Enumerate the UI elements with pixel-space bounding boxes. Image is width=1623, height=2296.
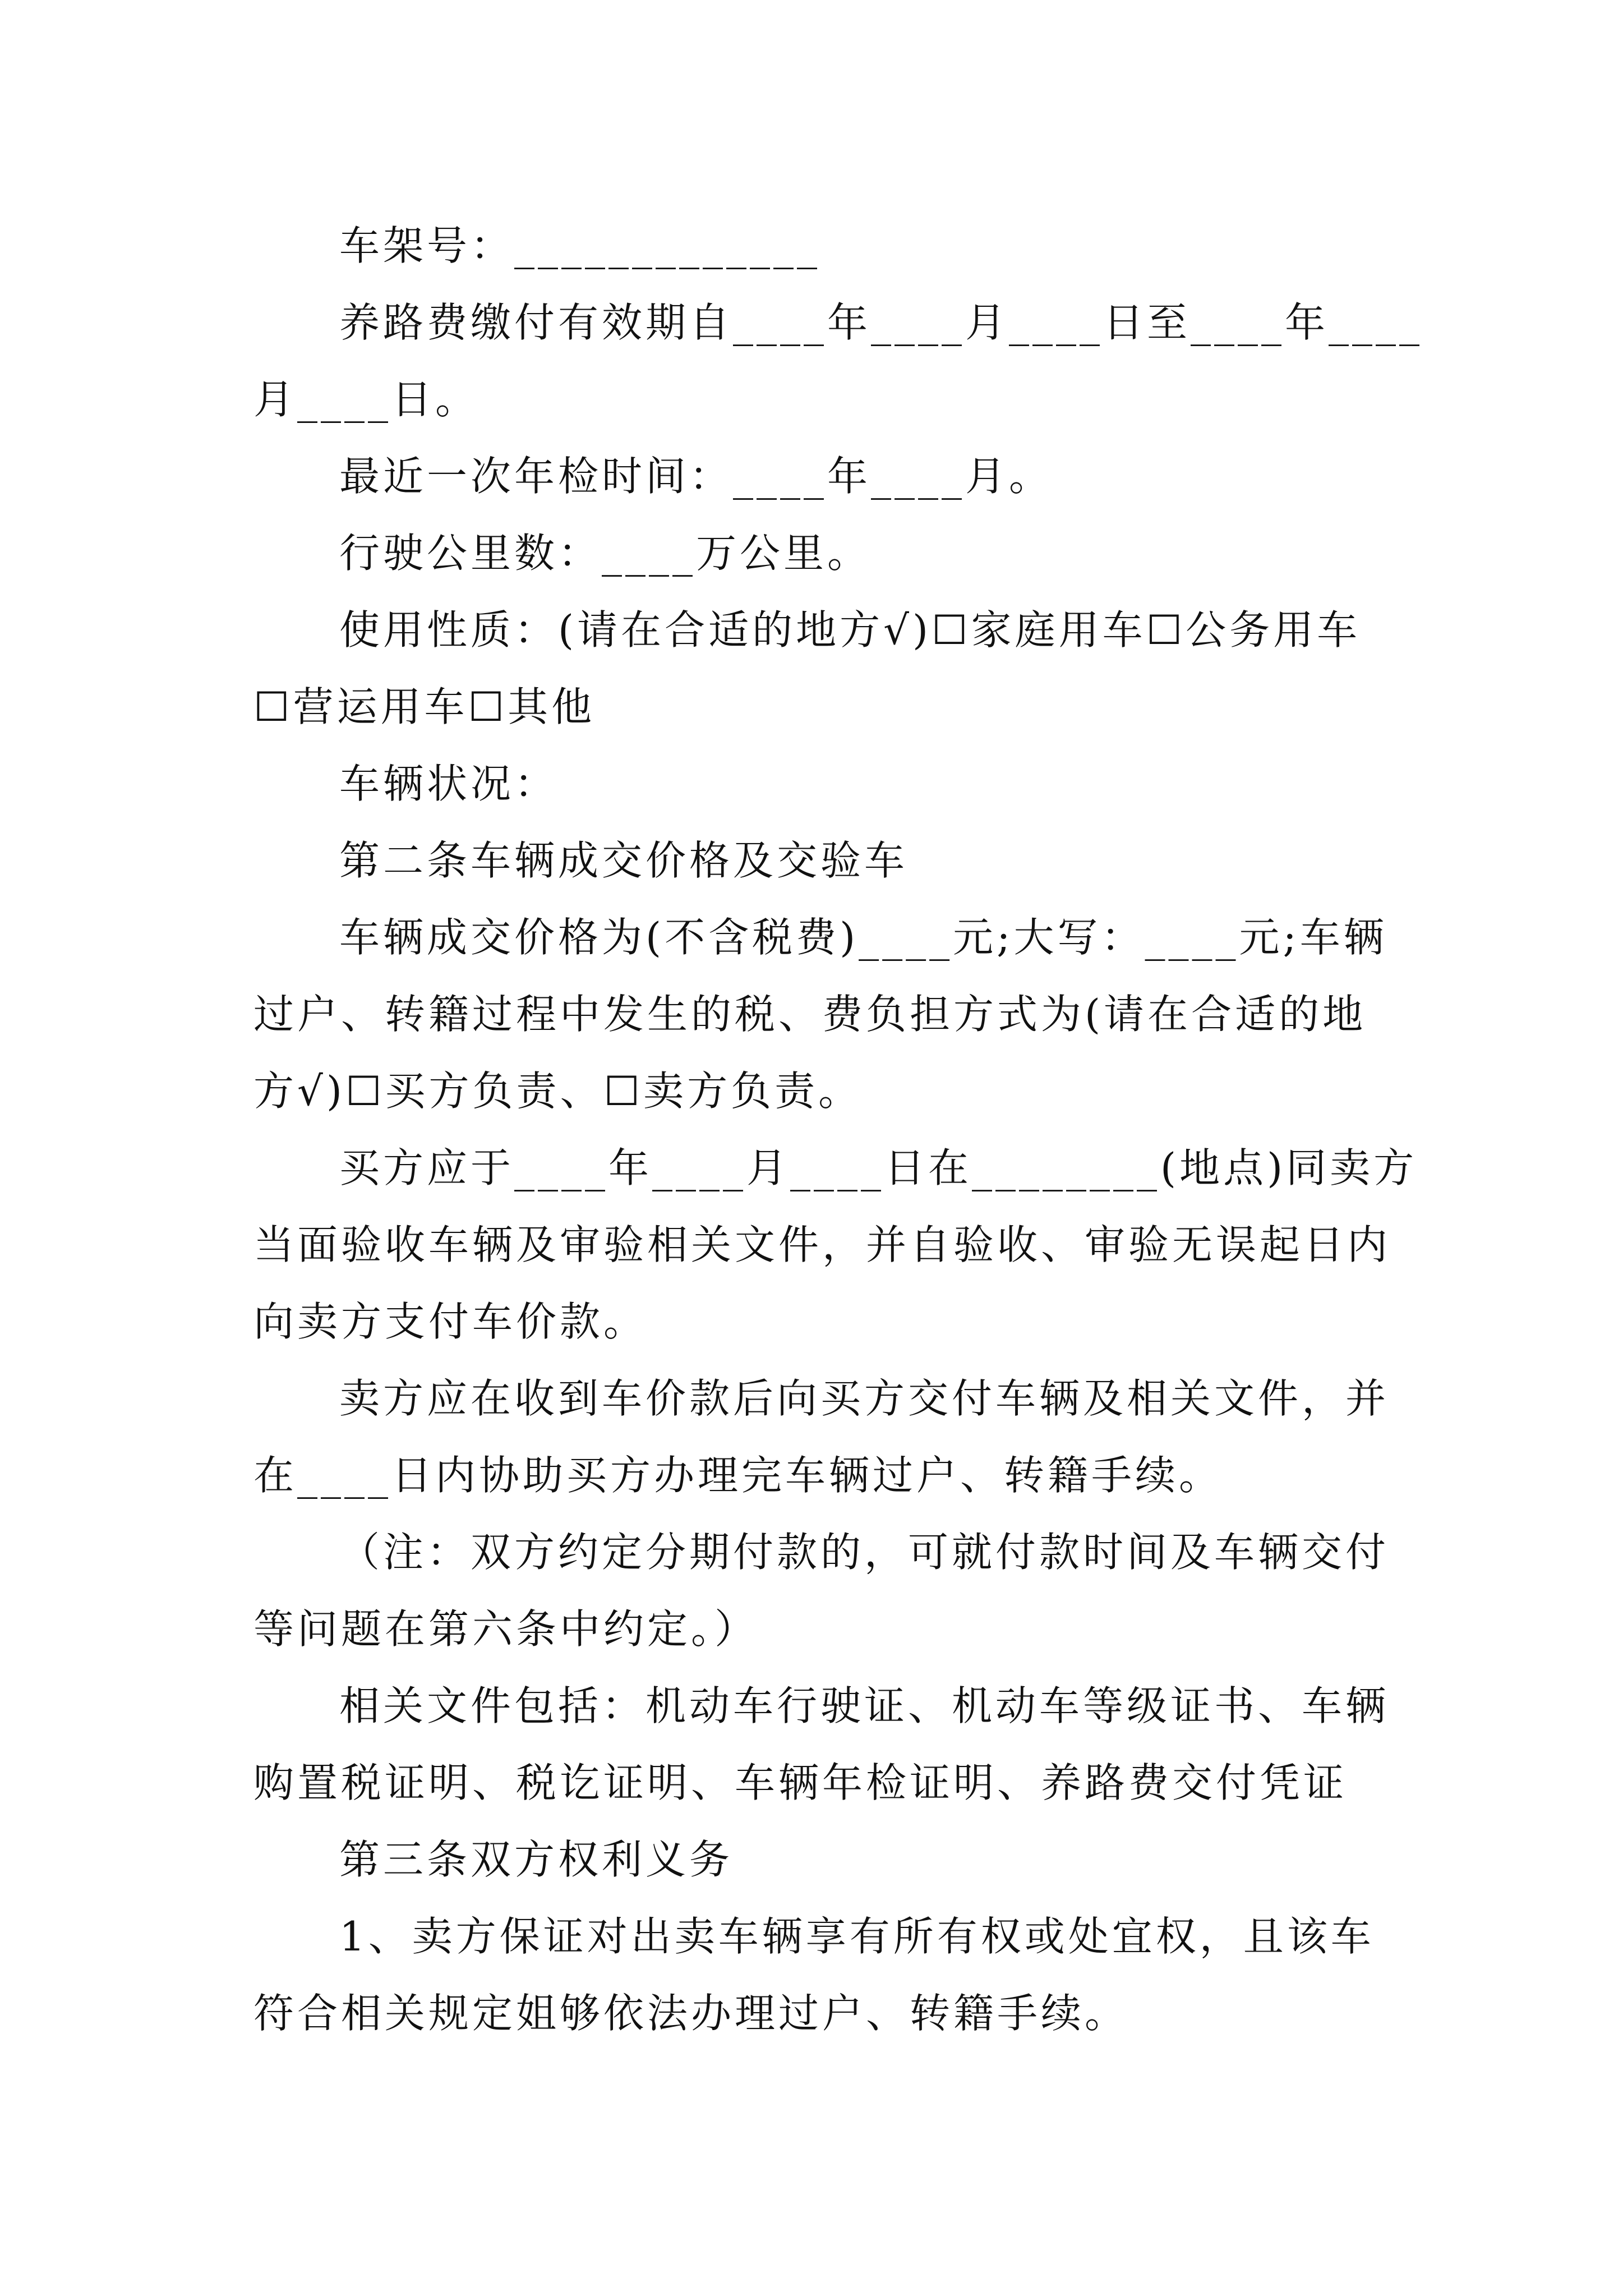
usage-line: 使用性质：(请在合适的地方√)☐家庭用车☐公务用车 bbox=[339, 606, 1361, 654]
usage-line-cont: ☐营运用车☐其他 bbox=[253, 683, 596, 730]
vehicle-condition-line: 车辆状况： bbox=[339, 760, 559, 807]
note-line: （注：双方约定分期付款的，可就付款时间及车辆交付 bbox=[339, 1529, 1390, 1576]
inspection-date-line-cont-2: 向卖方支付车价款。 bbox=[253, 1298, 648, 1345]
note-line-cont: 等问题在第六条中约定。） bbox=[253, 1605, 759, 1653]
documents-line: 相关文件包括：机动车行驶证、机动车等级证书、车辆 bbox=[339, 1682, 1390, 1729]
inspection-line: 最近一次年检时间：____年____月。 bbox=[339, 453, 1053, 500]
vin-line: 车架号：_____________ bbox=[339, 222, 821, 269]
seller-delivery-line-cont: 在____日内协助买方办理完车辆过户、转籍手续。 bbox=[253, 1452, 1223, 1499]
article-two-heading: 第二条车辆成交价格及交验车 bbox=[339, 837, 909, 884]
price-line-cont-1: 过户、转籍过程中发生的税、费负担方式为(请在合适的地 bbox=[253, 991, 1367, 1038]
road-fee-line: 养路费缴付有效期自____年____月____日至____年____ bbox=[339, 299, 1423, 346]
seller-delivery-line: 卖方应在收到车价款后向买方交付车辆及相关文件，并 bbox=[339, 1375, 1390, 1422]
price-line-cont-2: 方√)☐买方负责、☐卖方负责。 bbox=[253, 1068, 863, 1115]
clause-one-line-cont: 符合相关规定姐够依法办理过户、转籍手续。 bbox=[253, 1990, 1129, 2037]
price-line: 车辆成交价格为(不含税费)____元;大写：____元;车辆 bbox=[339, 914, 1387, 961]
documents-line-cont: 购置税证明、税讫证明、车辆年检证明、养路费交付凭证 bbox=[253, 1759, 1348, 1806]
article-three-heading: 第三条双方权利义务 bbox=[339, 1836, 734, 1883]
inspection-date-line-cont-1: 当面验收车辆及审验相关文件，并自验收、审验无误起日内 bbox=[253, 1221, 1391, 1268]
clause-one-line: 1、卖方保证对出卖车辆享有所有权或处宜权，且该车 bbox=[339, 1913, 1375, 1960]
road-fee-line-cont: 月____日。 bbox=[253, 376, 479, 423]
inspection-date-line: 买方应于____年____月____日在________(地点)同卖方 bbox=[339, 1144, 1418, 1191]
mileage-line: 行驶公里数：____万公里。 bbox=[339, 530, 872, 577]
